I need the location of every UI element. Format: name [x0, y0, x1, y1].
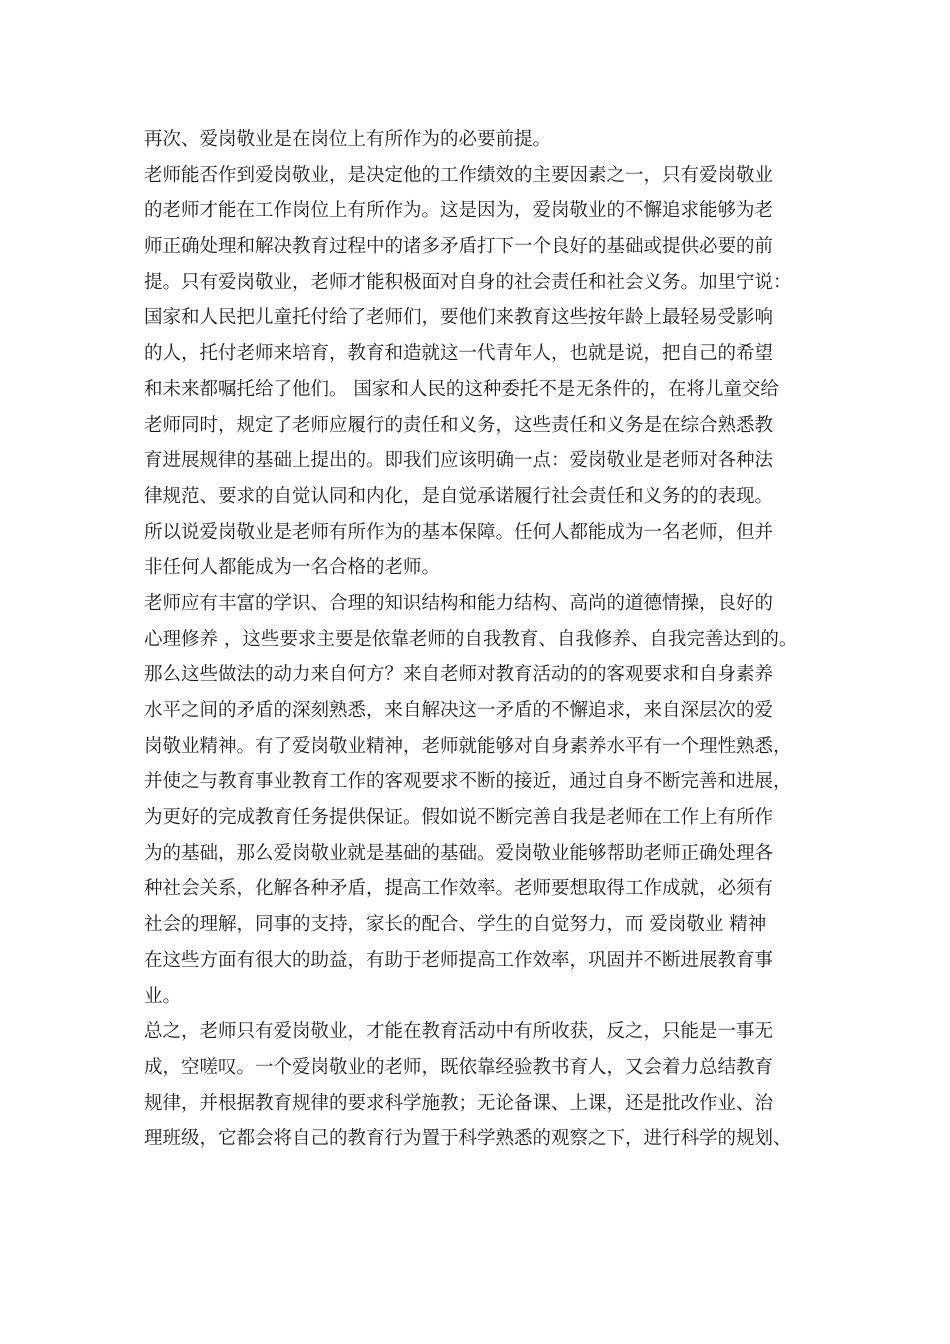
text-line: 那么这些做法的动力来自何方？来自老师对教育活动的的客观要求和自身素养 [144, 664, 774, 686]
text-line: 岗敬业精神。有了爱岗敬业精神，老师就能够对自身素养水平有一个理性熟悉， [144, 735, 792, 757]
text-line: 提。只有爱岗敬业，老师才能积极面对自身的社会责任和社会义务。加里宁说： [144, 271, 792, 293]
text-line: 心理修养 ，这些要求主要是依靠老师的自我教育、自我修养、自我完善达到的。 [144, 628, 798, 650]
text-line: 老师能否作到爱岗敬业，是决定他的工作绩效的主要因素之一，只有爱岗敬业 [144, 164, 774, 186]
text-line: 育进展规律的基础上提出的。即我们应该明确一点：爱岗敬业是老师对各种法 [144, 450, 774, 472]
text-line: 和未来都嘱托给了他们。 国家和人民的这种委托不是无条件的，在将儿童交给 [144, 378, 779, 400]
text-line: 成，空嗟叹。一个爱岗敬业的老师，既依靠经验教书育人，又会着力总结教育 [144, 1056, 774, 1078]
text-line: 社会的理解，同事的支持，家长的配合、学生的自觉努力，而 爱岗敬业 精神 [144, 914, 767, 936]
text-line: 的老师才能在工作岗位上有所作为。这是因为，爱岗敬业的不懈追求能够为老 [144, 200, 774, 222]
text-line: 的人，托付老师来培育，教育和造就这一代青年人，也就是说，把自己的希望 [144, 343, 774, 365]
text-line: 在这些方面有很大的助益，有助于老师提高工作效率，巩固并不断进展教育事 [144, 949, 774, 971]
text-line: 非任何人都能成为一名合格的老师。 [144, 557, 441, 579]
text-line: 师正确处理和解决教育过程中的诸多矛盾打下一个良好的基础或提供必要的前 [144, 236, 774, 258]
text-line: 种社会关系，化解各种矛盾，提高工作效率。老师要想取得工作成就，必须有 [144, 878, 774, 900]
text-line: 为的基础，那么爱岗敬业就是基础的基础。爱岗敬业能够帮助老师正确处理各 [144, 842, 774, 864]
text-line: 国家和人民把儿童托付给了老师们，要他们来教育这些按年龄上最轻易受影响 [144, 307, 774, 329]
text-line: 为更好的完成教育任务提供保证。假如说不断完善自我是老师在工作上有所作 [144, 807, 774, 829]
text-line: 总之，老师只有爱岗敬业，才能在教育活动中有所收获，反之，只能是一事无 [144, 1021, 774, 1043]
document-body [144, 122, 824, 1157]
text-line: 规律，并根据教育规律的要求科学施教；无论备课、上课，还是批改作业、治 [144, 1092, 774, 1114]
text-line: 业。 [144, 985, 182, 1007]
text-line: 律规范、要求的自觉认同和内化，是自觉承诺履行社会责任和义务的的表现。 [144, 485, 774, 507]
text-line: 再次、爱岗敬业是在岗位上有所作为的必要前提。 [144, 129, 552, 150]
text-line: 理班级，它都会将自己的教育行为置于科学熟悉的观察之下，进行科学的规划、 [144, 1128, 792, 1150]
text-line: 水平之间的矛盾的深刻熟悉，来自解决这一矛盾的不懈追求，来自深层次的爱 [144, 700, 774, 721]
text-line: 老师应有丰富的学识、合理的知识结构和能力结构、高尚的道德情操，良好的 [144, 592, 774, 614]
text-line: 并使之与教育事业教育工作的客观要求不断的接近，通过自身不断完善和进展， [144, 771, 792, 793]
text-line: 老师同时，规定了老师应履行的责任和义务，这些责任和义务是在综合熟悉教 [144, 414, 774, 436]
text-line: 所以说爱岗敬业是老师有所作为的基本保障。任何人都能成为一名老师，但并 [144, 521, 774, 543]
